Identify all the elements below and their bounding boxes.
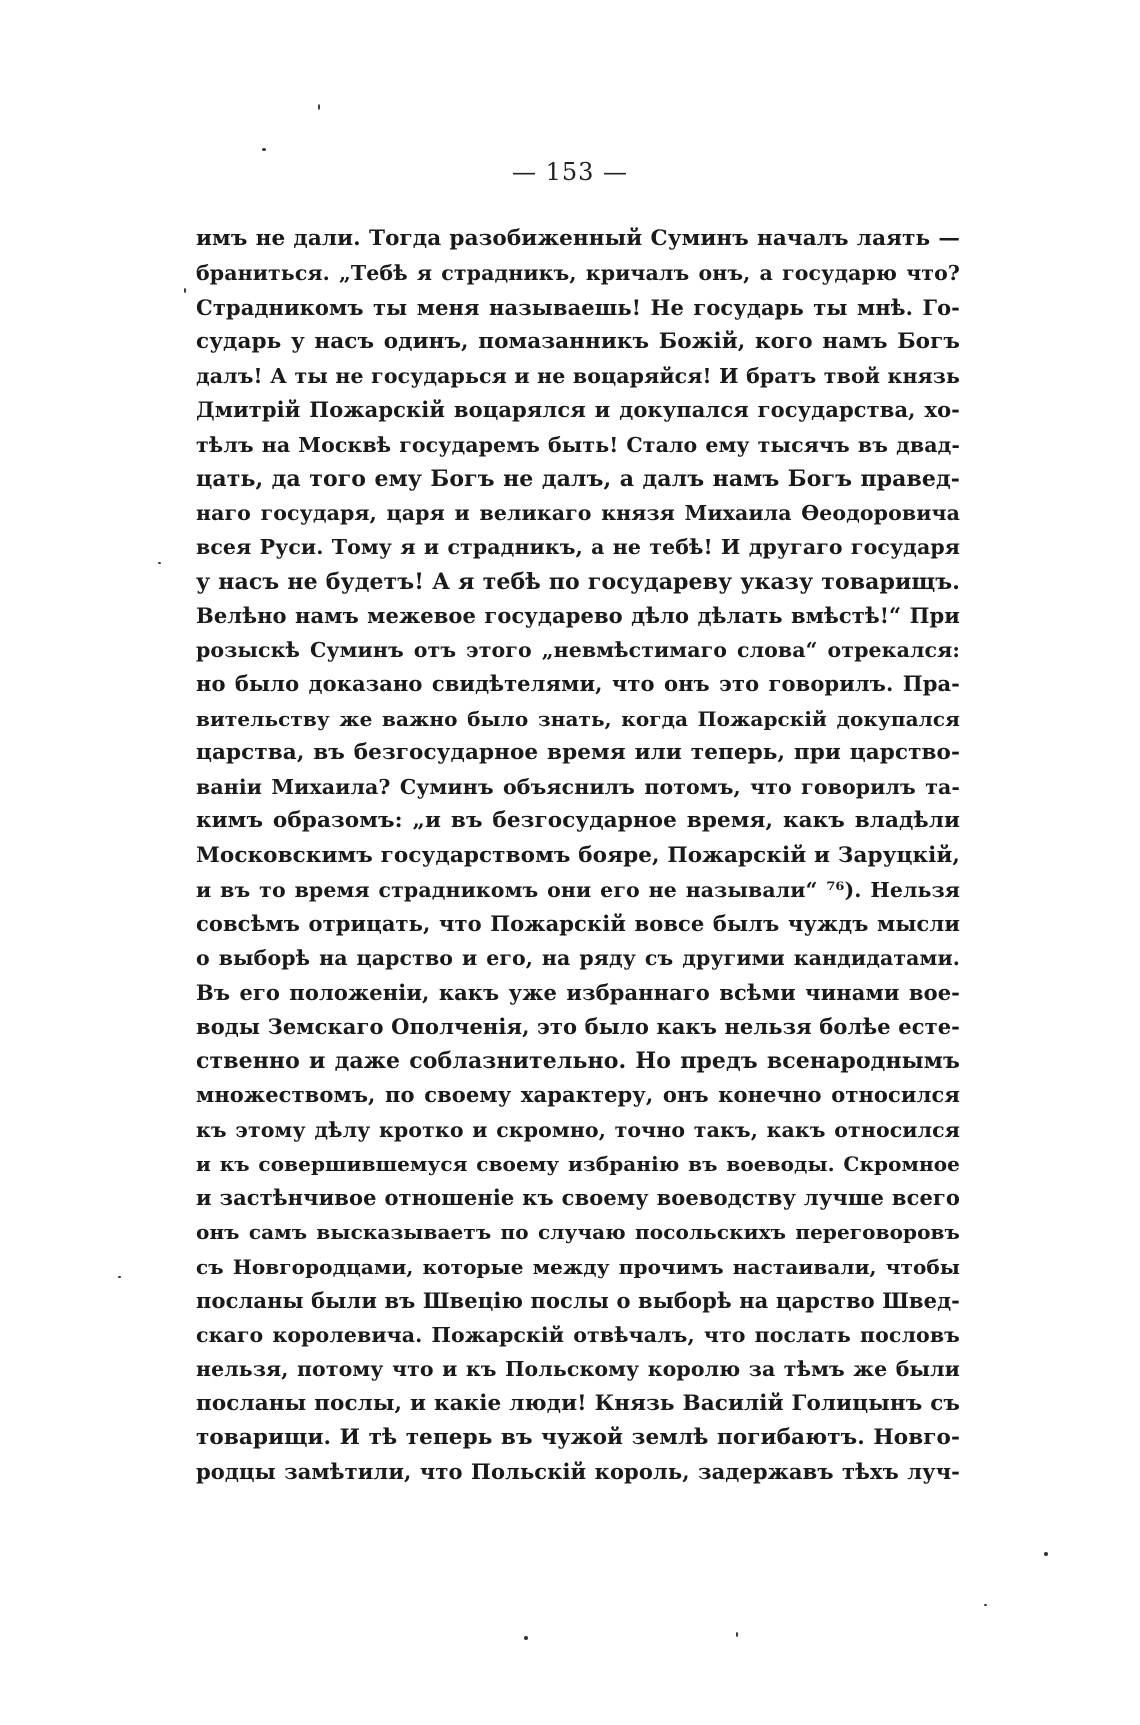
text-line: къ этому дѣлу кротко и скромно, точно такъ, какъ относился	[196, 1117, 960, 1142]
text-line: Дмитрій Пожарскій воцарялся и докупался государства, хо-	[196, 397, 960, 423]
page-number: — 153 —	[511, 158, 629, 186]
scan-speck	[318, 104, 320, 110]
text-line: браниться. „Тебѣ я страдникъ, кричалъ онъ, а государю что?	[196, 261, 960, 286]
scan-speck	[524, 1636, 528, 1640]
scan-speck	[736, 1632, 738, 1637]
body-text	[196, 222, 960, 1489]
text-line: розыскѣ Суминъ отъ этого „невмѣстимаго слова“ отрекался:	[196, 638, 960, 662]
scan-speck	[262, 148, 266, 151]
text-line: и въ то время страдникомъ они его не называли“ ⁷⁶). Нельзя	[196, 877, 960, 902]
text-line: Велѣно намъ межевое государево дѣло дѣлать вмѣстѣ!“ При	[196, 602, 960, 628]
text-line: воды Земскаго Ополченія, это было какъ нельзя болѣе есте-	[196, 1013, 960, 1039]
scan-speck	[1044, 1552, 1048, 1556]
text-line: и застѣнчивое отношеніе къ своему воеводству лучше всего	[196, 1185, 960, 1210]
text-line: Въ его положеніи, какъ уже избраннаго всѣми чинами вое-	[196, 979, 960, 1005]
scan-speck	[158, 562, 161, 564]
text-line: далъ! А ты не государься и не воцаряйся! И братъ твой князь	[196, 364, 960, 388]
text-line: всея Руси. Тому я и страдникъ, а не тебѣ! И другаго государя	[196, 535, 960, 560]
scan-speck	[984, 1604, 987, 1606]
text-line: посланы были въ Швецію послы о выборѣ на царство Швед-	[196, 1287, 960, 1313]
text-line: наго государя, царя и великаго князя Михаила Ѳеодоровича	[196, 501, 960, 525]
text-line: вительству же важно было знать, когда Пожарскій докупался	[196, 706, 960, 731]
scan-speck	[118, 1276, 121, 1278]
scan-speck	[184, 288, 186, 293]
text-line: тѣлъ на Москвѣ государемъ быть! Стало ему тысячъ въ двад-	[196, 432, 960, 457]
text-line: онъ самъ высказываетъ по случаю посольскихъ переговоровъ	[196, 1220, 960, 1245]
text-line: съ Новгородцами, которые между прочимъ настаивали, чтобы	[196, 1254, 960, 1279]
text-line: товарищи. И тѣ теперь въ чужой землѣ погибаютъ. Новго-	[196, 1424, 960, 1450]
text-line: цать, да того ему Богъ не далъ, а далъ намъ Богъ правед-	[196, 465, 960, 492]
text-line: царства, въ безгосударное время или теперь, при царство-	[196, 739, 960, 765]
text-line: совсѣмъ отрицать, что Пожарскій вовсе былъ чуждъ мысли	[196, 911, 960, 936]
text-line: сударь у насъ одинъ, помазанникъ Божій, кого намъ Богъ	[196, 328, 960, 354]
text-line: скаго королевича. Пожарскій отвѣчалъ, что послать пословъ	[196, 1323, 960, 1347]
text-line: ваніи Михаила? Суминъ объяснилъ потомъ, что говорилъ та-	[196, 775, 960, 799]
text-line: о выборѣ на царство и его, на ряду съ другими кандидатами.	[196, 946, 960, 971]
text-line: ственно и даже соблазнительно. Но предъ всенароднымъ	[196, 1048, 960, 1074]
text-line: но было доказано свидѣтелями, что онъ это говорилъ. Пра-	[196, 671, 960, 697]
text-line: кимъ образомъ: „и въ безгосударное время, какъ владѣли	[196, 808, 960, 834]
text-line: Московскимъ государствомъ бояре, Пожарскій и Заруцкій,	[196, 842, 960, 868]
text-line: множествомъ, по своему характеру, онъ конечно относился	[196, 1082, 960, 1108]
text-line: у насъ не будетъ! А я тебѣ по государеву указу товарищъ.	[196, 568, 960, 595]
text-line: Страдникомъ ты меня называешь! Не государь ты мнѣ. Го-	[196, 294, 960, 320]
text-line: и къ совершившемуся своему избранію въ воеводы. Скромное	[196, 1151, 960, 1176]
text-line: имъ не дали. Тогда разобиженный Суминъ началъ лаять —	[196, 226, 960, 251]
text-line: посланы послы, и какіе люди! Князь Василій Голицынъ съ	[196, 1390, 960, 1416]
text-line: родцы замѣтили, что Польскій король, задержавъ тѣхъ луч-	[196, 1459, 960, 1484]
text-line: нельзя, потому что и къ Польскому королю за тѣмъ же были	[196, 1357, 960, 1382]
